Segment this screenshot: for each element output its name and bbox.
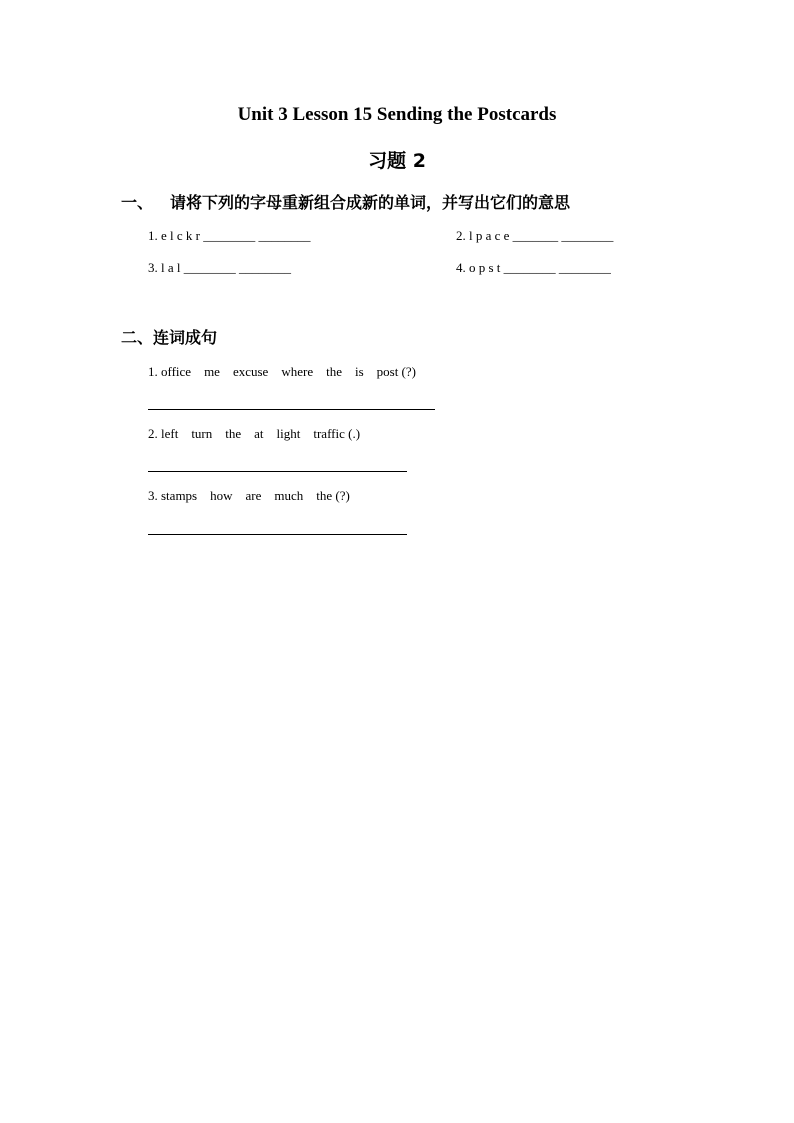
sentence-item-3: 3. stamps how are much the (?) (148, 488, 350, 503)
section1-instruction: 请将下列的字母重新组合成新的单词，并写出它们的意思 (170, 193, 571, 212)
section1-number: 一、 (121, 193, 154, 212)
page-title: Unit 3 Lesson 15 Sending the Postcards (237, 104, 557, 125)
answer-line-2 (148, 471, 407, 472)
word-item-1: 1. e l c k r ________ ________ (148, 228, 311, 243)
page-subtitle: 习题 2 (368, 150, 426, 172)
sentence-item-2: 2. left turn the at light traffic (.) (148, 426, 361, 441)
word-item-3: 3. l a l ________ ________ (148, 260, 291, 275)
word-item-4: 4. o p s t ________ ________ (456, 260, 611, 275)
answer-line-1 (148, 409, 435, 410)
word-item-2: 2. l p a c e _______ ________ (456, 228, 614, 243)
section2-heading: 二、连词成句 (121, 328, 218, 347)
answer-line-3 (148, 534, 407, 535)
sentence-item-1: 1. office me excuse where the is post (?) (148, 364, 416, 379)
